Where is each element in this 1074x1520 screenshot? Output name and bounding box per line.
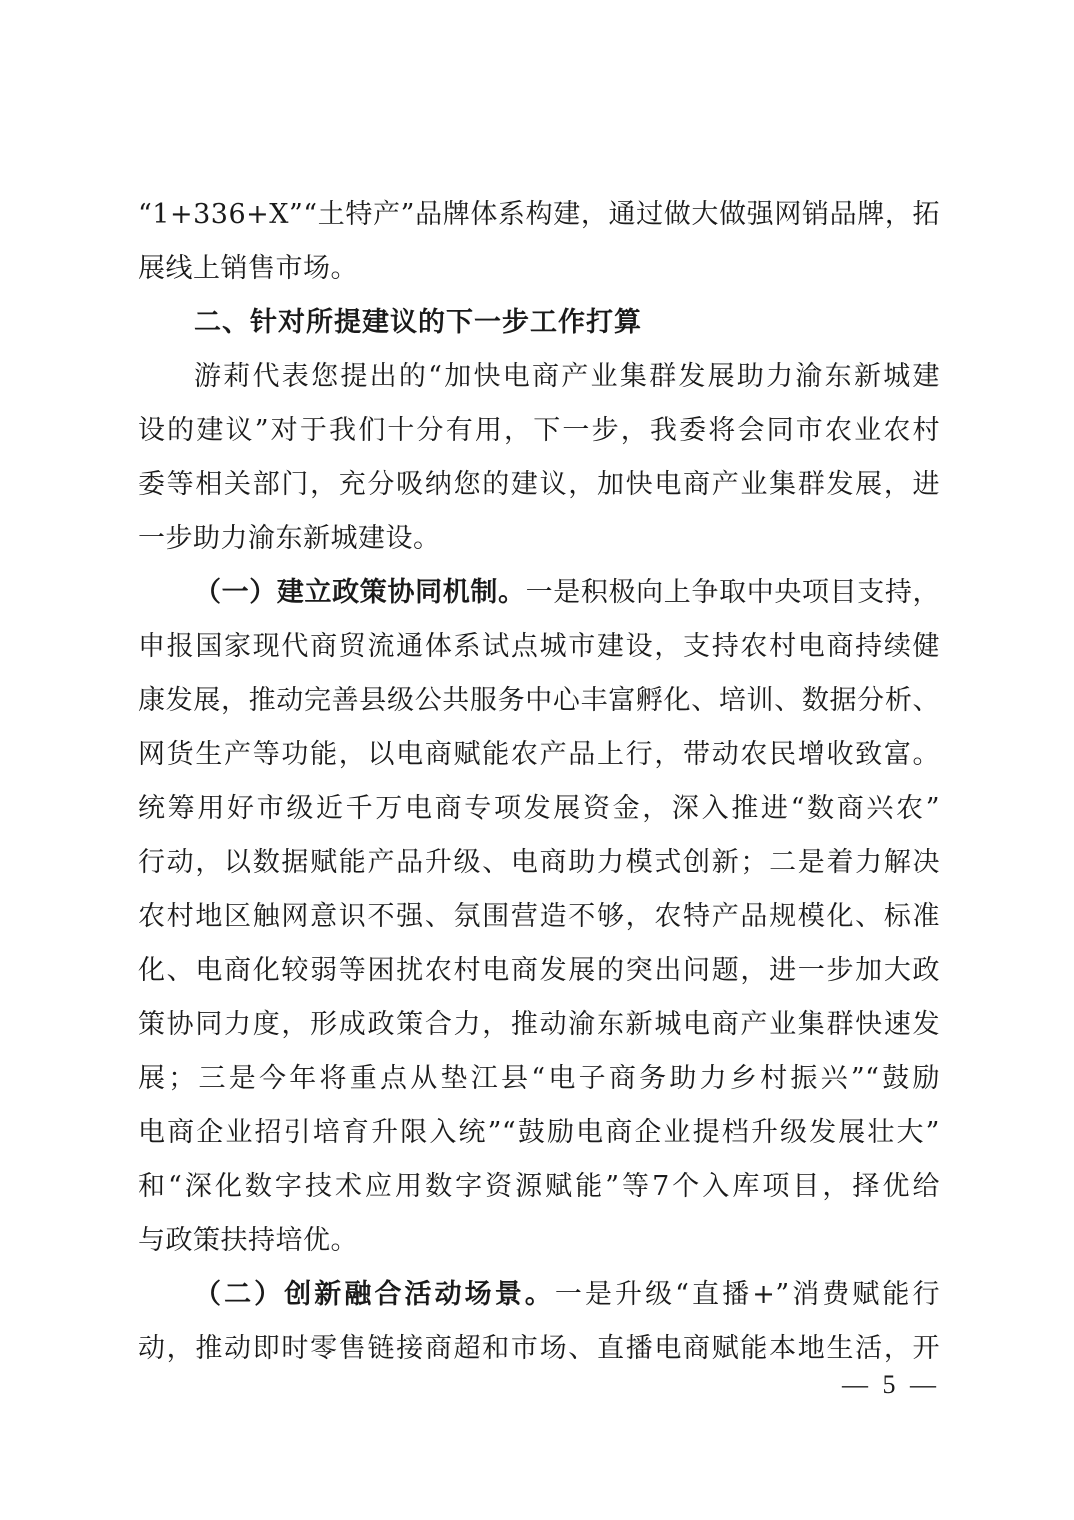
body-text-line: 设的建议”对于我们十分有用，下一步，我委将会同市农业农村 (138, 415, 940, 446)
subsection-first-line (138, 1268, 940, 1322)
body-text-line: 电商企业招引培育升限入统”“鼓励电商企业提档升级发展壮大” (138, 1117, 940, 1148)
body-text-line: 委等相关部门，充分吸纳您的建议，加快电商产业集群发展，进 (138, 469, 940, 500)
body-text-line: 申报国家现代商贸流通体系试点城市建设，支持农村电商持续健 (138, 631, 940, 662)
body-text-line: 网货生产等功能，以电商赋能农产品上行，带动农民增收致富。 (138, 739, 940, 770)
subsection-first-line (138, 566, 940, 620)
body-text-line: 农村地区触网意识不强、氛围营造不够，农特产品规模化、标准 (138, 901, 940, 932)
subsection-title: （二）创新融合活动场景。 (194, 1279, 555, 1310)
body-text: 一是积极向上争取中央项目支持， (525, 577, 940, 608)
body-text-line: 康发展，推动完善县级公共服务中心丰富孵化、培训、数据分析、 (138, 685, 940, 716)
body-text-line: 游莉代表您提出的“加快电商产业集群发展助力渝东新城建 (194, 361, 940, 392)
page-number: — 5 — (842, 1370, 940, 1399)
subsection-title: （一）建立政策协同机制。 (194, 577, 526, 608)
body-text-line: 策协同力度，形成政策合力，推动渝东新城电商产业集群快速发 (138, 1009, 940, 1040)
document-body (138, 188, 940, 1376)
body-text-line: 展线上销售市场。 (138, 253, 358, 284)
body-text-line: “1+336+X”“土特产”品牌体系构建，通过做大做强网销品牌，拓 (138, 199, 940, 230)
body-text-line: 和“深化数字技术应用数字资源赋能”等7个入库项目，择优给 (138, 1171, 940, 1202)
body-text-line: 一步助力渝东新城建设。 (138, 523, 441, 554)
body-text-line: 行动，以数据赋能产品升级、电商助力模式创新；二是着力解决 (138, 847, 940, 878)
body-text-line: 展；三是今年将重点从垫江县“电子商务助力乡村振兴”“鼓励 (138, 1063, 940, 1094)
section-heading: 二、针对所提建议的下一步工作打算 (194, 307, 642, 338)
body-text-line: 化、电商化较弱等困扰农村电商发展的突出问题，进一步加大政 (138, 955, 940, 986)
body-text-line: 动，推动即时零售链接商超和市场、直播电商赋能本地生活，开 (138, 1333, 940, 1364)
body-text-line: 统筹用好市级近千万电商专项发展资金，深入推进“数商兴农” (138, 793, 940, 824)
body-text-line: 与政策扶持培优。 (138, 1225, 358, 1256)
body-text: 一是升级“直播+”消费赋能行 (554, 1279, 940, 1310)
